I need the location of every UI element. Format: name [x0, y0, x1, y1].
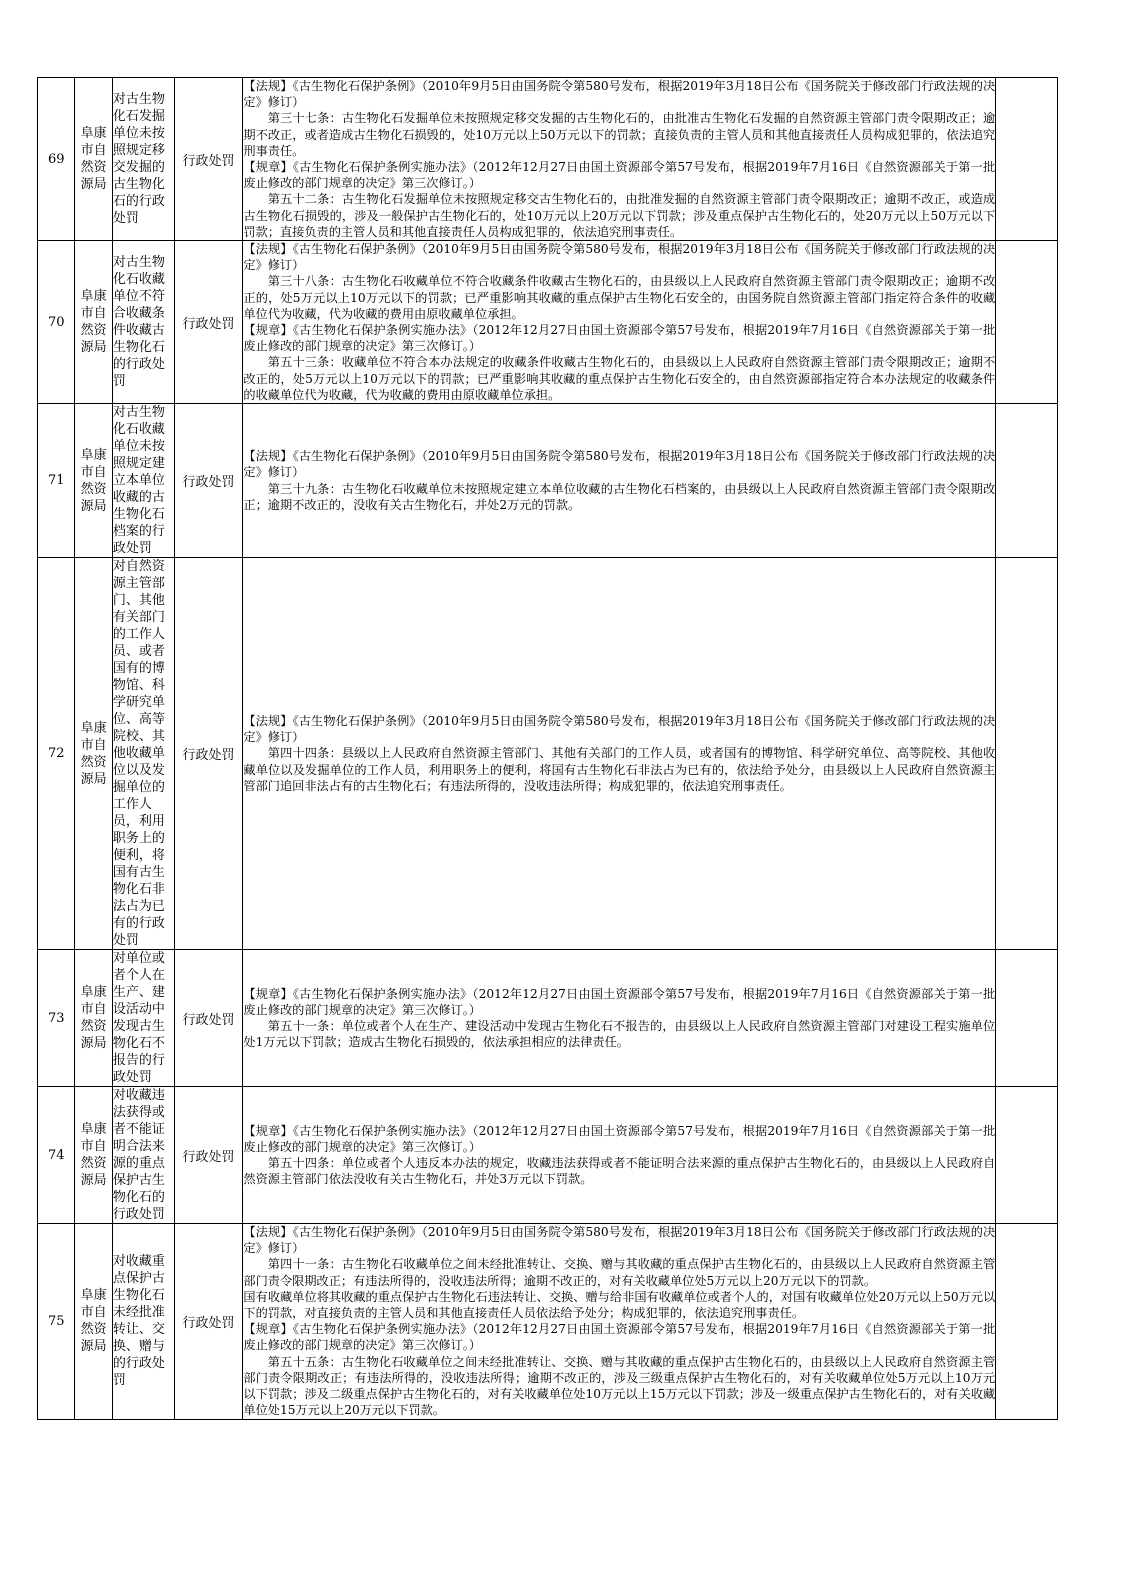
department-cell: [75, 558, 112, 950]
basis-paragraph: 第四十一条：古生物化石收藏单位之间未经批准转让、交换、赠与其收藏的重点保护古生物化石的，由县级以上人民政府自然资源主管部门责令限期改正；有违法所得的，没收违法所得；逾期不改正的，对有关收藏单位处5万元以上20万元以下的罚款。: [243, 1257, 996, 1288]
penalty-table: [37, 77, 1058, 1420]
basis-paragraph: 【规章】《古生物化石保护条例实施办法》（2012年12月27日由国土资源部令第57号发布，根据2019年7月16日《自然资源部关于第一批废止修改的部门规章的决定》第三次修订。）: [243, 323, 996, 354]
item-cell: [112, 558, 174, 950]
department-name: 阜康市自然资源局: [80, 1288, 107, 1355]
department-cell: [75, 950, 112, 1087]
basis-paragraph: 国有收藏单位将其收藏的重点保护古生物化石违法转让、交换、赠与给非国有收藏单位或者个人的，对国有收藏单位处20万元以上50万元以下的罚款，对直接负责的主管人员和其他直接责任人员依法给予处分；构成犯罪的，依法追究刑事责任。: [243, 1289, 996, 1321]
department-name: 阜康市自然资源局: [80, 720, 107, 787]
item-name: 对收藏重点保护古生物化石未经批准转让、交换、赠与的行政处罚: [112, 1254, 165, 1389]
legal-basis-cell: [243, 1087, 996, 1224]
row-number: 72: [38, 558, 75, 950]
row-number: 74: [38, 1087, 75, 1224]
item-name: 对古生物化石收藏单位不符合收藏条件收藏古生物化石的行政处罚: [112, 255, 165, 390]
department-name: 阜康市自然资源局: [80, 447, 107, 514]
department-cell: [75, 1087, 112, 1224]
empty-cell: [996, 950, 1058, 1087]
penalty-type: 行政处罚: [174, 78, 243, 241]
basis-paragraph: 【规章】《古生物化石保护条例实施办法》（2012年12月27日由国土资源部令第57号发布，根据2019年7月16日《自然资源部关于第一批废止修改的部门规章的决定》第三次修订。）: [243, 986, 996, 1017]
legal-basis-cell: [243, 404, 996, 558]
item-name: 对古生物化石收藏单位未按照规定建立本单位收藏的古生物化石档案的行政处罚: [112, 405, 165, 557]
table-row: [38, 1087, 1058, 1224]
basis-paragraph: 【规章】《古生物化石保护条例实施办法》（2012年12月27日由国土资源部令第57号发布，根据2019年7月16日《自然资源部关于第一批废止修改的部门规章的决定》第三次修订。）: [243, 160, 996, 191]
department-name: 阜康市自然资源局: [80, 126, 107, 193]
item-cell: [112, 78, 174, 241]
basis-paragraph: 第五十四条：单位或者个人违反本办法的规定，收藏违法获得或者不能证明合法来源的重点保护古生物化石的，由县级以上人民政府自然资源主管部门依法没收有关古生物化石，并处3万元以下罚款。: [243, 1156, 996, 1187]
basis-paragraph: 第五十五条：古生物化石收藏单位之间未经批准转让、交换、赠与其收藏的重点保护古生物化石的，由县级以上人民政府自然资源主管部门责令限期改正；有违法所得的，没收违法所得；逾期不改正的，涉及三级重点保护古生物化石的，对有关收藏单位处5万元以上10万元以下罚款；涉及二级重点保护古生物化石的，对有关收藏单位处10万元以上15万元以下罚款；涉及一级重点保护古生物化石的，对有关收藏单位处15万元以上20万元以下罚款。: [243, 1354, 996, 1418]
department-name: 阜康市自然资源局: [80, 289, 107, 356]
item-cell: [112, 404, 174, 558]
table-row: [38, 78, 1058, 241]
basis-paragraph: 第三十八条：古生物化石收藏单位不符合收藏条件收藏古生物化石的，由县级以上人民政府自然资源主管部门责令限期改正；逾期不改正的，处5万元以上10万元以下的罚款；已严重影响其收藏的重点保护古生物化石安全的，由国务院自然资源主管部门指定符合条件的收藏单位代为收藏，代为收藏的费用由原收藏单位承担。: [243, 274, 996, 321]
department-name: 阜康市自然资源局: [80, 985, 107, 1052]
item-cell: [112, 241, 174, 404]
department-cell: [75, 78, 112, 241]
empty-cell: [996, 404, 1058, 558]
legal-basis-cell: [243, 1224, 996, 1419]
empty-cell: [996, 1224, 1058, 1419]
item-name: 对自然资源主管部门、其他有关部门的工作人员、或者国有的博物馆、科学研究单位、高等院校、其他收藏单位以及发掘单位的工作人员，利用职务上的便利，将国有古生物化石非法占为已有的行政处罚: [112, 559, 165, 949]
row-number: 71: [38, 404, 75, 558]
table-row: [38, 241, 1058, 404]
item-cell: [112, 1087, 174, 1224]
row-number: 69: [38, 78, 75, 241]
row-number: 73: [38, 950, 75, 1087]
legal-basis-cell: [243, 950, 996, 1087]
item-name: 对单位或者个人在生产、建设活动中发现古生物化石不报告的行政处罚: [112, 951, 165, 1086]
basis-paragraph: 第四十四条：县级以上人民政府自然资源主管部门、其他有关部门的工作人员，或者国有的博物馆、科学研究单位、高等院校、其他收藏单位以及发掘单位的工作人员，利用职务上的便利，将国有古生物化石非法占为已有的，依法给予处分，由县级以上人民政府自然资源主管部门追回非法占有的古生物化石；有违法所得的，没收违法所得；构成犯罪的，依法追究刑事责任。: [243, 746, 996, 793]
item-cell: [112, 950, 174, 1087]
department-name: 阜康市自然资源局: [80, 1122, 107, 1189]
legal-basis-cell: [243, 78, 996, 241]
basis-paragraph: 第三十九条：古生物化石收藏单位未按照规定建立本单位收藏的古生物化石档案的，由县级以上人民政府自然资源主管部门责令限期改正；逾期不改正的，没收有关古生物化石，并处2万元的罚款。: [243, 481, 996, 512]
basis-paragraph: 第五十一条：单位或者个人在生产、建设活动中发现古生物化石不报告的，由县级以上人民政府自然资源主管部门对建设工程实施单位处1万元以下罚款；造成古生物化石损毁的，依法承担相应的法律责任。: [243, 1019, 996, 1050]
empty-cell: [996, 78, 1058, 241]
penalty-type: 行政处罚: [174, 1087, 243, 1224]
item-cell: [112, 1224, 174, 1419]
basis-paragraph: 第三十七条：古生物化石发掘单位未按照规定移交发掘的古生物化石的，由批准古生物化石发掘的自然资源主管部门责令限期改正；逾期不改正，或者造成古生物化石损毁的，处10万元以上50万元以下的罚款；直接负责的主管人员和其他直接责任人员构成犯罪的，依法追究刑事责任。: [243, 111, 996, 158]
empty-cell: [996, 1087, 1058, 1224]
penalty-type: 行政处罚: [174, 1224, 243, 1419]
item-name: 对收藏违法获得或者不能证明合法来源的重点保护古生物化石的行政处罚: [112, 1088, 165, 1223]
department-cell: [75, 404, 112, 558]
legal-basis-cell: [243, 241, 996, 404]
department-cell: [75, 241, 112, 404]
basis-paragraph: 第五十二条：古生物化石发掘单位未按照规定移交古生物化石的，由批准发掘的自然资源主管部门责令限期改正；逾期不改正，或造成古生物化石损毁的，涉及一般保护古生物化石的，处10万元以上20万元以下罚款；涉及重点保护古生物化石的，处20万元以上50万元以下罚款；直接负责的主管人员和其他直接责任人员构成犯罪的，依法追究刑事责任。: [243, 192, 996, 239]
item-name: 对古生物化石发掘单位未按照规定移交发掘的古生物化石的行政处罚: [112, 92, 165, 227]
penalty-type: 行政处罚: [174, 558, 243, 950]
table-row: [38, 1224, 1058, 1419]
basis-paragraph: 【规章】《古生物化石保护条例实施办法》（2012年12月27日由国土资源部令第57号发布，根据2019年7月16日《自然资源部关于第一批废止修改的部门规章的决定》第三次修订。）: [243, 1123, 996, 1154]
basis-paragraph: 【法规】《古生物化石保护条例》（2010年9月5日由国务院令第580号发布，根据2019年3月18日公布《国务院关于修改部门行政法规的决定》修订）: [243, 449, 996, 480]
basis-paragraph: 【法规】《古生物化石保护条例》（2010年9月5日由国务院令第580号发布，根据2019年3月18日公布《国务院关于修改部门行政法规的决定》修订）: [243, 242, 996, 273]
basis-paragraph: 第五十三条：收藏单位不符合本办法规定的收藏条件收藏古生物化石的，由县级以上人民政府自然资源主管部门责令限期改正；逾期不改正的，处5万元以上10万元以下的罚款；已严重影响其收藏的重点保护古生物化石安全的，由自然资源部指定符合本办法规定的收藏条件的收藏单位代为收藏，代为收藏的费用由原收藏单位承担。: [243, 355, 996, 402]
empty-cell: [996, 241, 1058, 404]
department-cell: [75, 1224, 112, 1419]
table-row: [38, 950, 1058, 1087]
basis-paragraph: 【法规】《古生物化石保护条例》（2010年9月5日由国务院令第580号发布，根据2019年3月18日公布《国务院关于修改部门行政法规的决定》修订）: [243, 79, 996, 110]
table-row: [38, 558, 1058, 950]
penalty-type: 行政处罚: [174, 404, 243, 558]
penalty-type: 行政处罚: [174, 950, 243, 1087]
legal-basis-cell: [243, 558, 996, 950]
table-row: [38, 404, 1058, 558]
basis-paragraph: 【规章】《古生物化石保护条例实施办法》（2012年12月27日由国土资源部令第57号发布，根据2019年7月16日《自然资源部关于第一批废止修改的部门规章的决定》第三次修订。）: [243, 1322, 996, 1353]
basis-paragraph: 【法规】《古生物化石保护条例》（2010年9月5日由国务院令第580号发布，根据2019年3月18日公布《国务院关于修改部门行政法规的决定》修订）: [243, 1225, 996, 1256]
basis-paragraph: 【法规】《古生物化石保护条例》（2010年9月5日由国务院令第580号发布，根据2019年3月18日公布《国务院关于修改部门行政法规的决定》修订）: [243, 714, 996, 745]
row-number: 70: [38, 241, 75, 404]
row-number: 75: [38, 1224, 75, 1419]
empty-cell: [996, 558, 1058, 950]
penalty-type: 行政处罚: [174, 241, 243, 404]
